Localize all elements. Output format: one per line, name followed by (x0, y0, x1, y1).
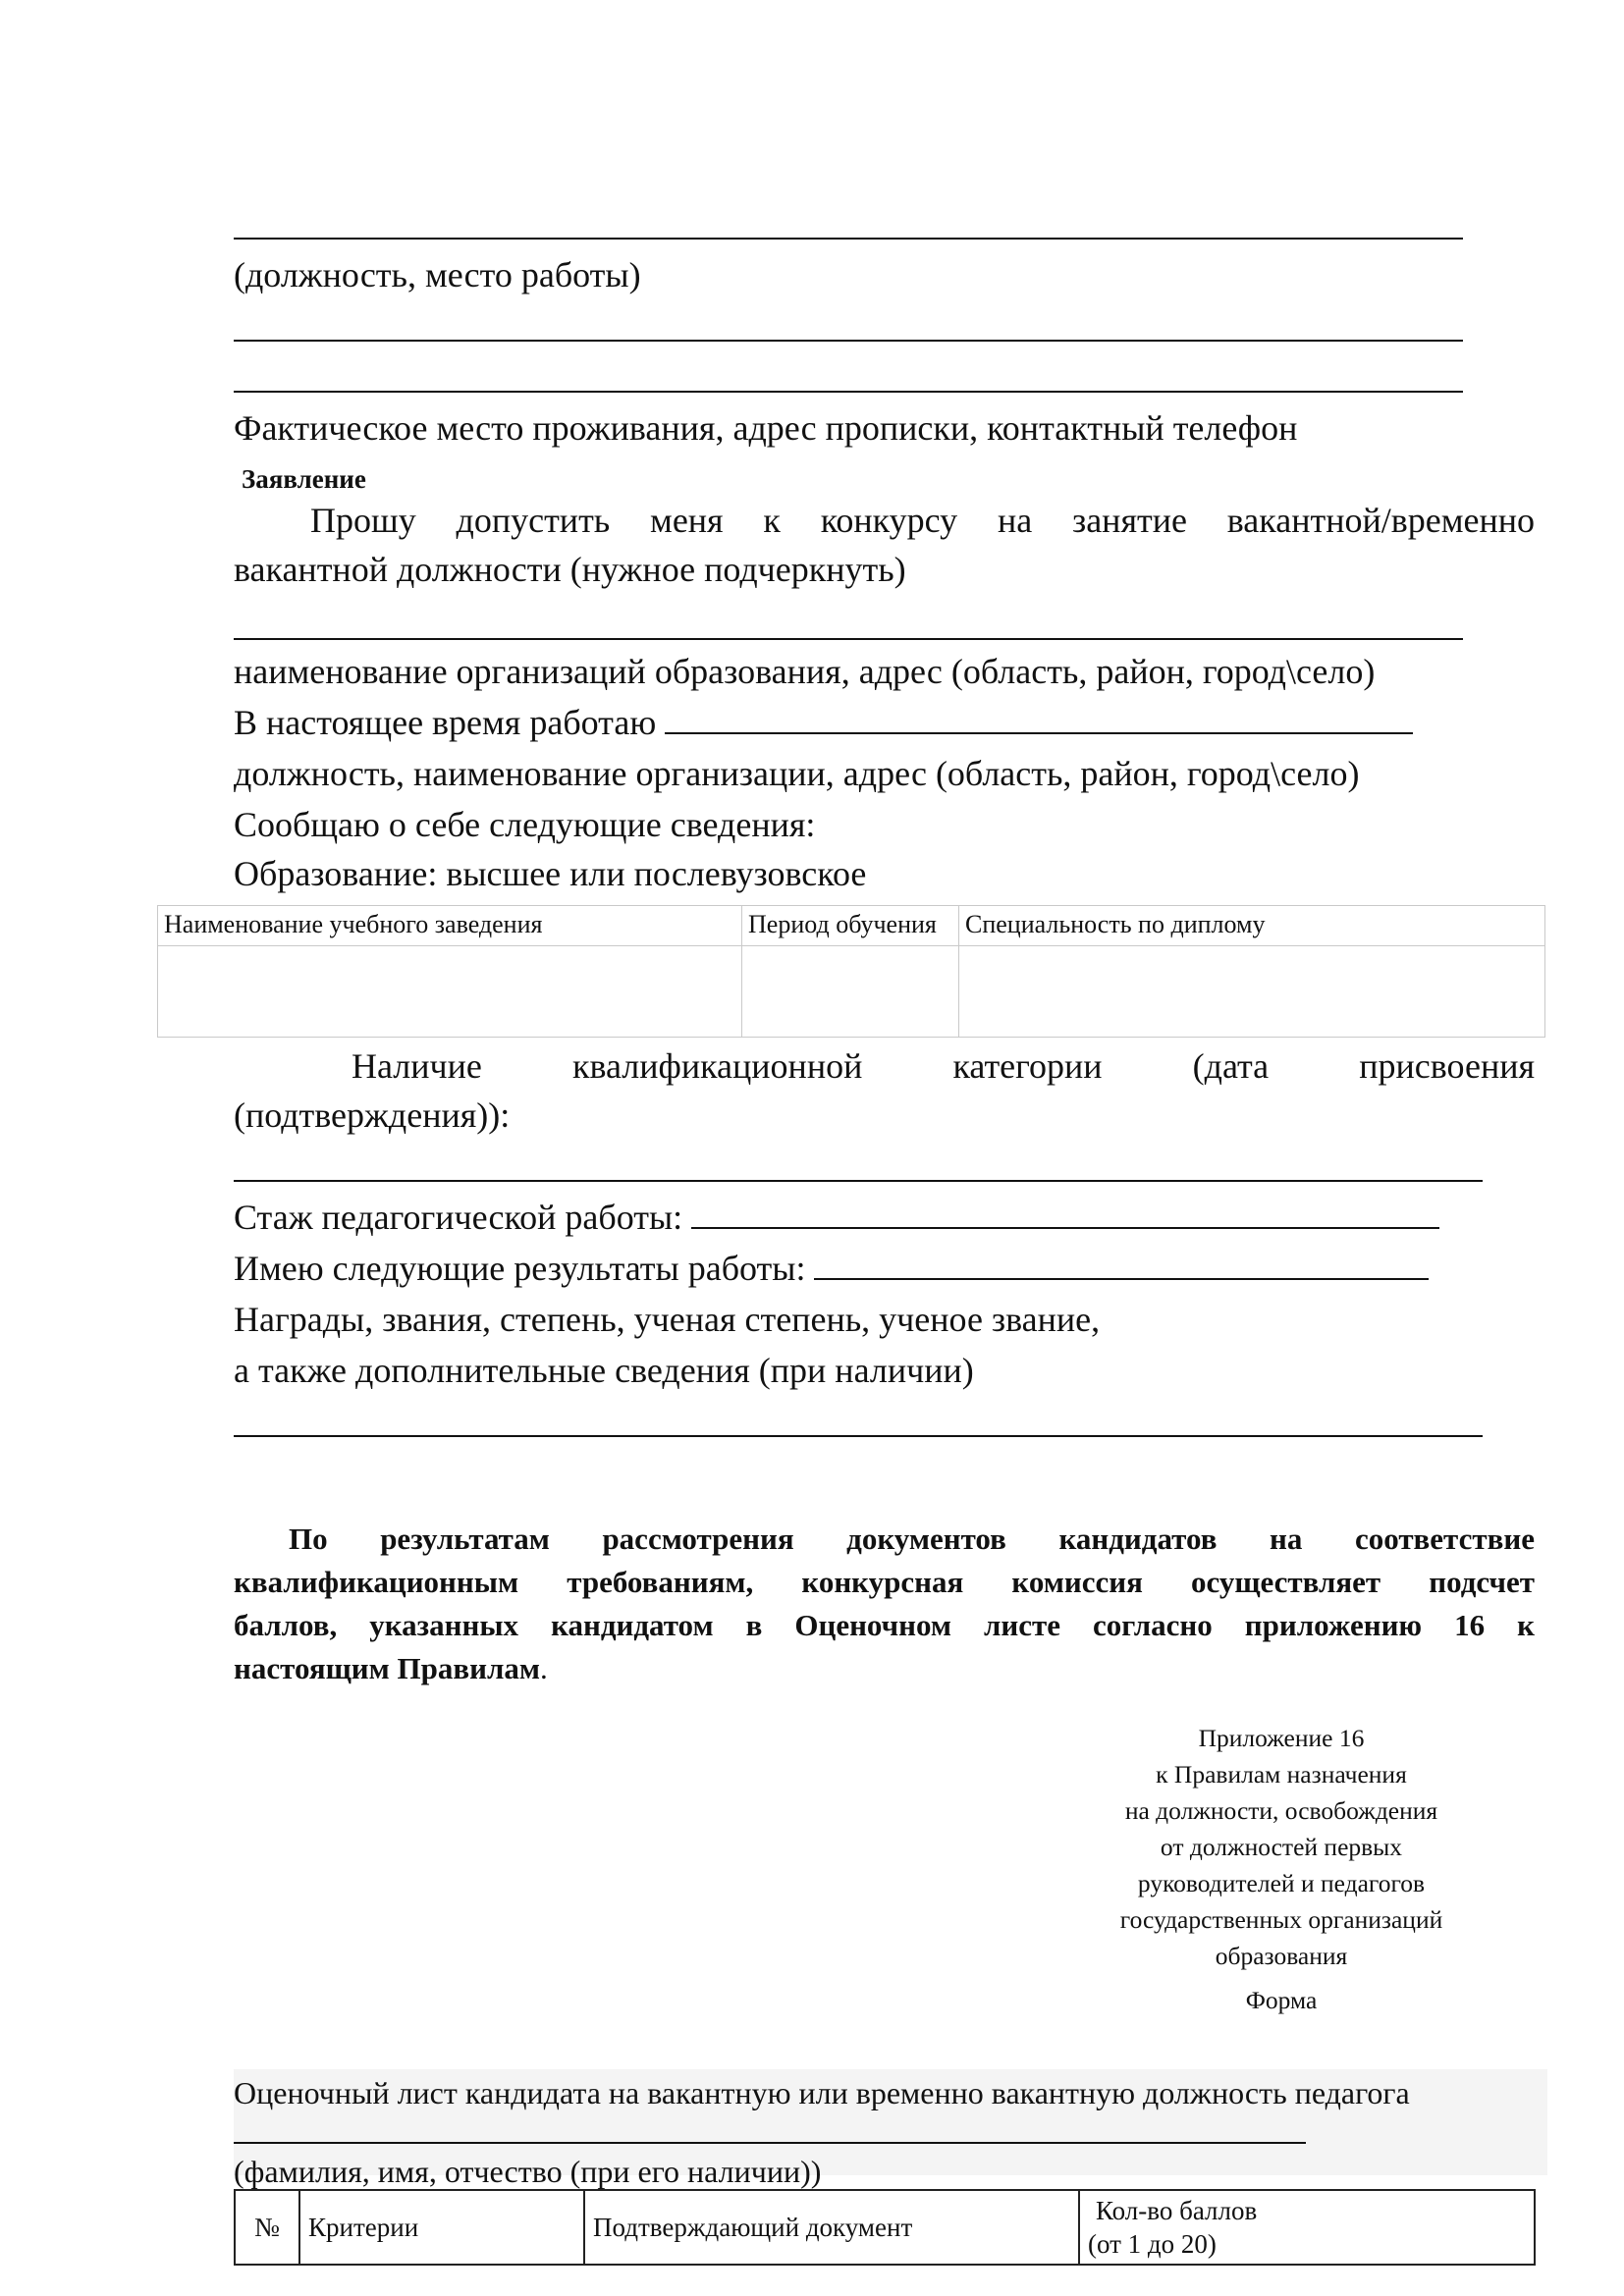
candidate-name-caption: (фамилия, имя, отчество (при его наличии)) (234, 2154, 822, 2189)
evaluation-table (234, 2189, 1536, 2266)
appendix-header (1070, 1720, 1492, 2018)
awards-line-1: Награды, звания, степень, ученая степень, ученое звание, (234, 1300, 1101, 1339)
qualification-line-2: (подтверждения)): (234, 1095, 511, 1135)
points-label-line-1: Кол-во баллов (1096, 2196, 1258, 2225)
education-label: Образование: высшее или послевузовское (234, 854, 867, 893)
qualification-fill-line (234, 1180, 1483, 1182)
appendix-line: образования (1215, 1942, 1348, 1970)
appendix-line: Приложение 16 (1198, 1724, 1365, 1752)
results-label: Имею следующие результаты работы: (234, 1249, 806, 1288)
education-table-header-row (158, 906, 1545, 946)
experience-label: Стаж педагогической работы: (234, 1198, 683, 1237)
education-cell-period (742, 946, 959, 1038)
education-header-specialty: Специальность по диплому (959, 906, 1545, 946)
points-label-line-2: (от 1 до 20) (1088, 2229, 1217, 2259)
review-line-1: По результатам рассмотрения документов кандидатов на соответствие (289, 1522, 1535, 1556)
evaluation-header-num: № (235, 2190, 299, 2265)
education-table-row (158, 946, 1545, 1038)
results-fill-line (814, 1249, 1429, 1280)
experience-fill-line (691, 1198, 1439, 1229)
appendix-line: государственных организаций (1119, 1905, 1443, 1934)
education-header-institution: Наименование учебного заведения (158, 906, 742, 946)
position-caption: (должность, место работы) (234, 255, 641, 294)
current-work-label: В настоящее время работаю (234, 703, 657, 742)
education-cell-institution (158, 946, 742, 1038)
position-fill-line (234, 238, 1463, 240)
education-cell-specialty (959, 946, 1545, 1038)
address-caption: Фактическое место проживания, адрес прописки, контактный телефон (234, 408, 1298, 448)
current-work-caption: должность, наименование организации, адрес (область, район, город\село) (234, 754, 1360, 793)
request-line-2: вакантной должности (нужное подчеркнуть) (234, 550, 906, 589)
evaluation-header-points (1079, 2190, 1535, 2265)
current-work-row (234, 701, 1413, 744)
results-row (234, 1247, 1429, 1290)
application-title: Заявление (242, 464, 366, 494)
review-paragraph (234, 1518, 1535, 1690)
awards-line-2: а также дополнительные сведения (при наличии) (234, 1351, 974, 1390)
appendix-line: к Правилам назначения (1156, 1760, 1407, 1789)
evaluation-table-header-row (235, 2190, 1535, 2265)
evaluation-header-criteria: Критерии (299, 2190, 584, 2265)
evaluation-header-document: Подтверждающий документ (584, 2190, 1079, 2265)
request-line-1: Прошу допустить меня к конкурсу на занятие вакантной/временно (310, 501, 1536, 540)
review-line-2: квалификационным требованиям, конкурсная комиссия осуществляет подсчет (234, 1565, 1535, 1599)
experience-row (234, 1196, 1439, 1239)
review-line-3: баллов, указанных кандидатом в Оценочном листе согласно приложению 16 к (234, 1608, 1535, 1642)
education-table (157, 905, 1545, 1038)
address-fill-line-2 (234, 391, 1463, 393)
info-intro: Сообщаю о себе следующие сведения: (234, 805, 816, 844)
review-line-4: настоящим Правилам. (234, 1651, 548, 1685)
appendix-line: руководителей и педагогов (1137, 1869, 1426, 1897)
current-work-fill-line (665, 703, 1413, 734)
awards-fill-line (234, 1435, 1483, 1437)
form-label: Форма (1245, 1986, 1318, 2014)
appendix-line: на должности, освобождения (1124, 1796, 1438, 1825)
evaluation-title: Оценочный лист кандидата на вакантную или временно вакантную должность педагога (234, 2075, 1410, 2110)
organization-fill-line (234, 638, 1463, 640)
education-header-period: Период обучения (742, 906, 959, 946)
appendix-line: от должностей первых (1160, 1833, 1403, 1861)
candidate-name-fill-line (234, 2142, 1306, 2144)
organization-caption: наименование организаций образования, адрес (область, район, город\село) (234, 652, 1376, 691)
qualification-line-1: Наличие квалификационной категории (дата присвоения (352, 1046, 1536, 1086)
address-fill-line-1 (234, 340, 1463, 342)
